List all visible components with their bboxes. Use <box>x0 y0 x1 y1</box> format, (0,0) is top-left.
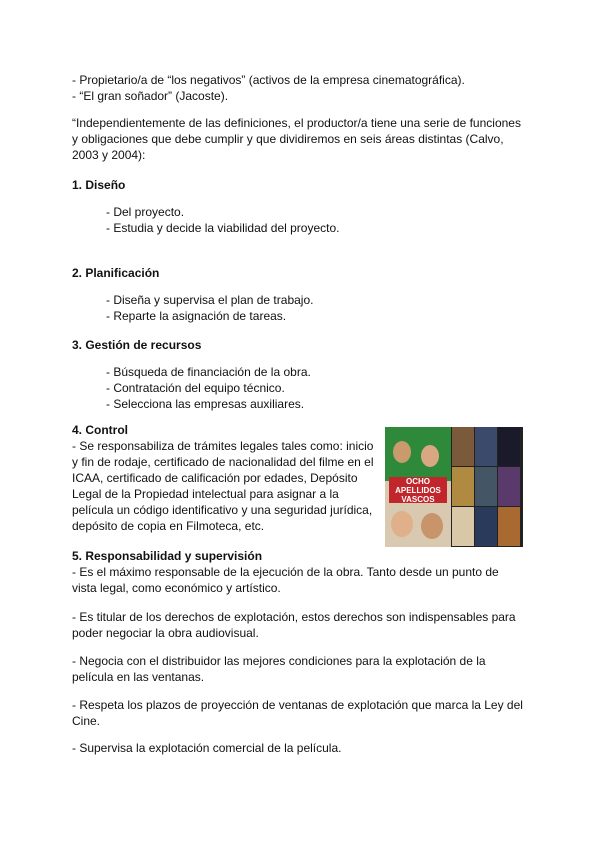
list-item: - Estudia y decide la viabilidad del proyecto. <box>106 220 339 236</box>
list-item: - Selecciona las empresas auxiliares. <box>106 396 311 412</box>
intro-paragraph: “Independientemente de las definiciones, el productor/a tiene una serie de funciones y obligaciones que debe cumplir y que dividiremos en seis áreas distintas (Calvo, 2003 y 2004): <box>72 116 521 162</box>
list-gestion <box>106 364 311 412</box>
section-heading-gestion: 3. Gestión de recursos <box>72 338 202 352</box>
poster-title: OCHO APELLIDOS VASCOS <box>389 477 447 503</box>
section-heading-responsabilidad: 5. Responsabilidad y supervisión <box>72 549 263 563</box>
movie-posters-image <box>385 427 523 547</box>
main-movie-poster <box>385 427 451 547</box>
section-heading-diseno: 1. Diseño <box>72 178 126 192</box>
responsabilidad-paragraph-3: - Negocia con el distribuidor las mejores condiciones para la explotación de la película en las ventanas. <box>72 654 486 684</box>
section-heading-control: 4. Control <box>72 423 128 437</box>
list-item: - Del proyecto. <box>106 204 339 220</box>
list-item: - Reparte la asignación de tareas. <box>106 308 313 324</box>
intro-line-2: - “El gran soñador” (Jacoste). <box>72 89 229 103</box>
control-paragraph: - Se responsabiliza de trámites legales tales como: inicio y fin de rodaje, certificado de nacionalidad del filme en el ICAA, certificado de calificación por edades, Depósito Legal de la Propiedad intelectual para asignar a la película un código identificativo y una seguridad jurídica, depósito de copia en Filmoteca, etc. <box>72 439 374 533</box>
list-item: - Contratación del equipo técnico. <box>106 380 311 396</box>
list-item: - Diseña y supervisa el plan de trabajo. <box>106 292 313 308</box>
responsabilidad-paragraph-5: - Supervisa la explotación comercial de la película. <box>72 741 342 755</box>
responsabilidad-paragraph-4: - Respeta los plazos de proyección de ventanas de explotación que marca la Ley del Cine. <box>72 698 523 728</box>
responsabilidad-paragraph-2: - Es titular de los derechos de explotación, estos derechos son indispensables para poder negociar la obra audiovisual. <box>72 610 516 640</box>
list-planificacion <box>106 292 313 324</box>
responsabilidad-paragraph-1: - Es el máximo responsable de la ejecución de la obra. Tanto desde un punto de vista legal, como económico y artístico. <box>72 565 499 595</box>
list-item: - Búsqueda de financiación de la obra. <box>106 364 311 380</box>
list-diseno <box>106 204 339 236</box>
section-heading-planificacion: 2. Planificación <box>72 266 160 280</box>
intro-line-1: - Propietario/a de “los negativos” (activos de la empresa cinematográfica). <box>72 73 465 87</box>
